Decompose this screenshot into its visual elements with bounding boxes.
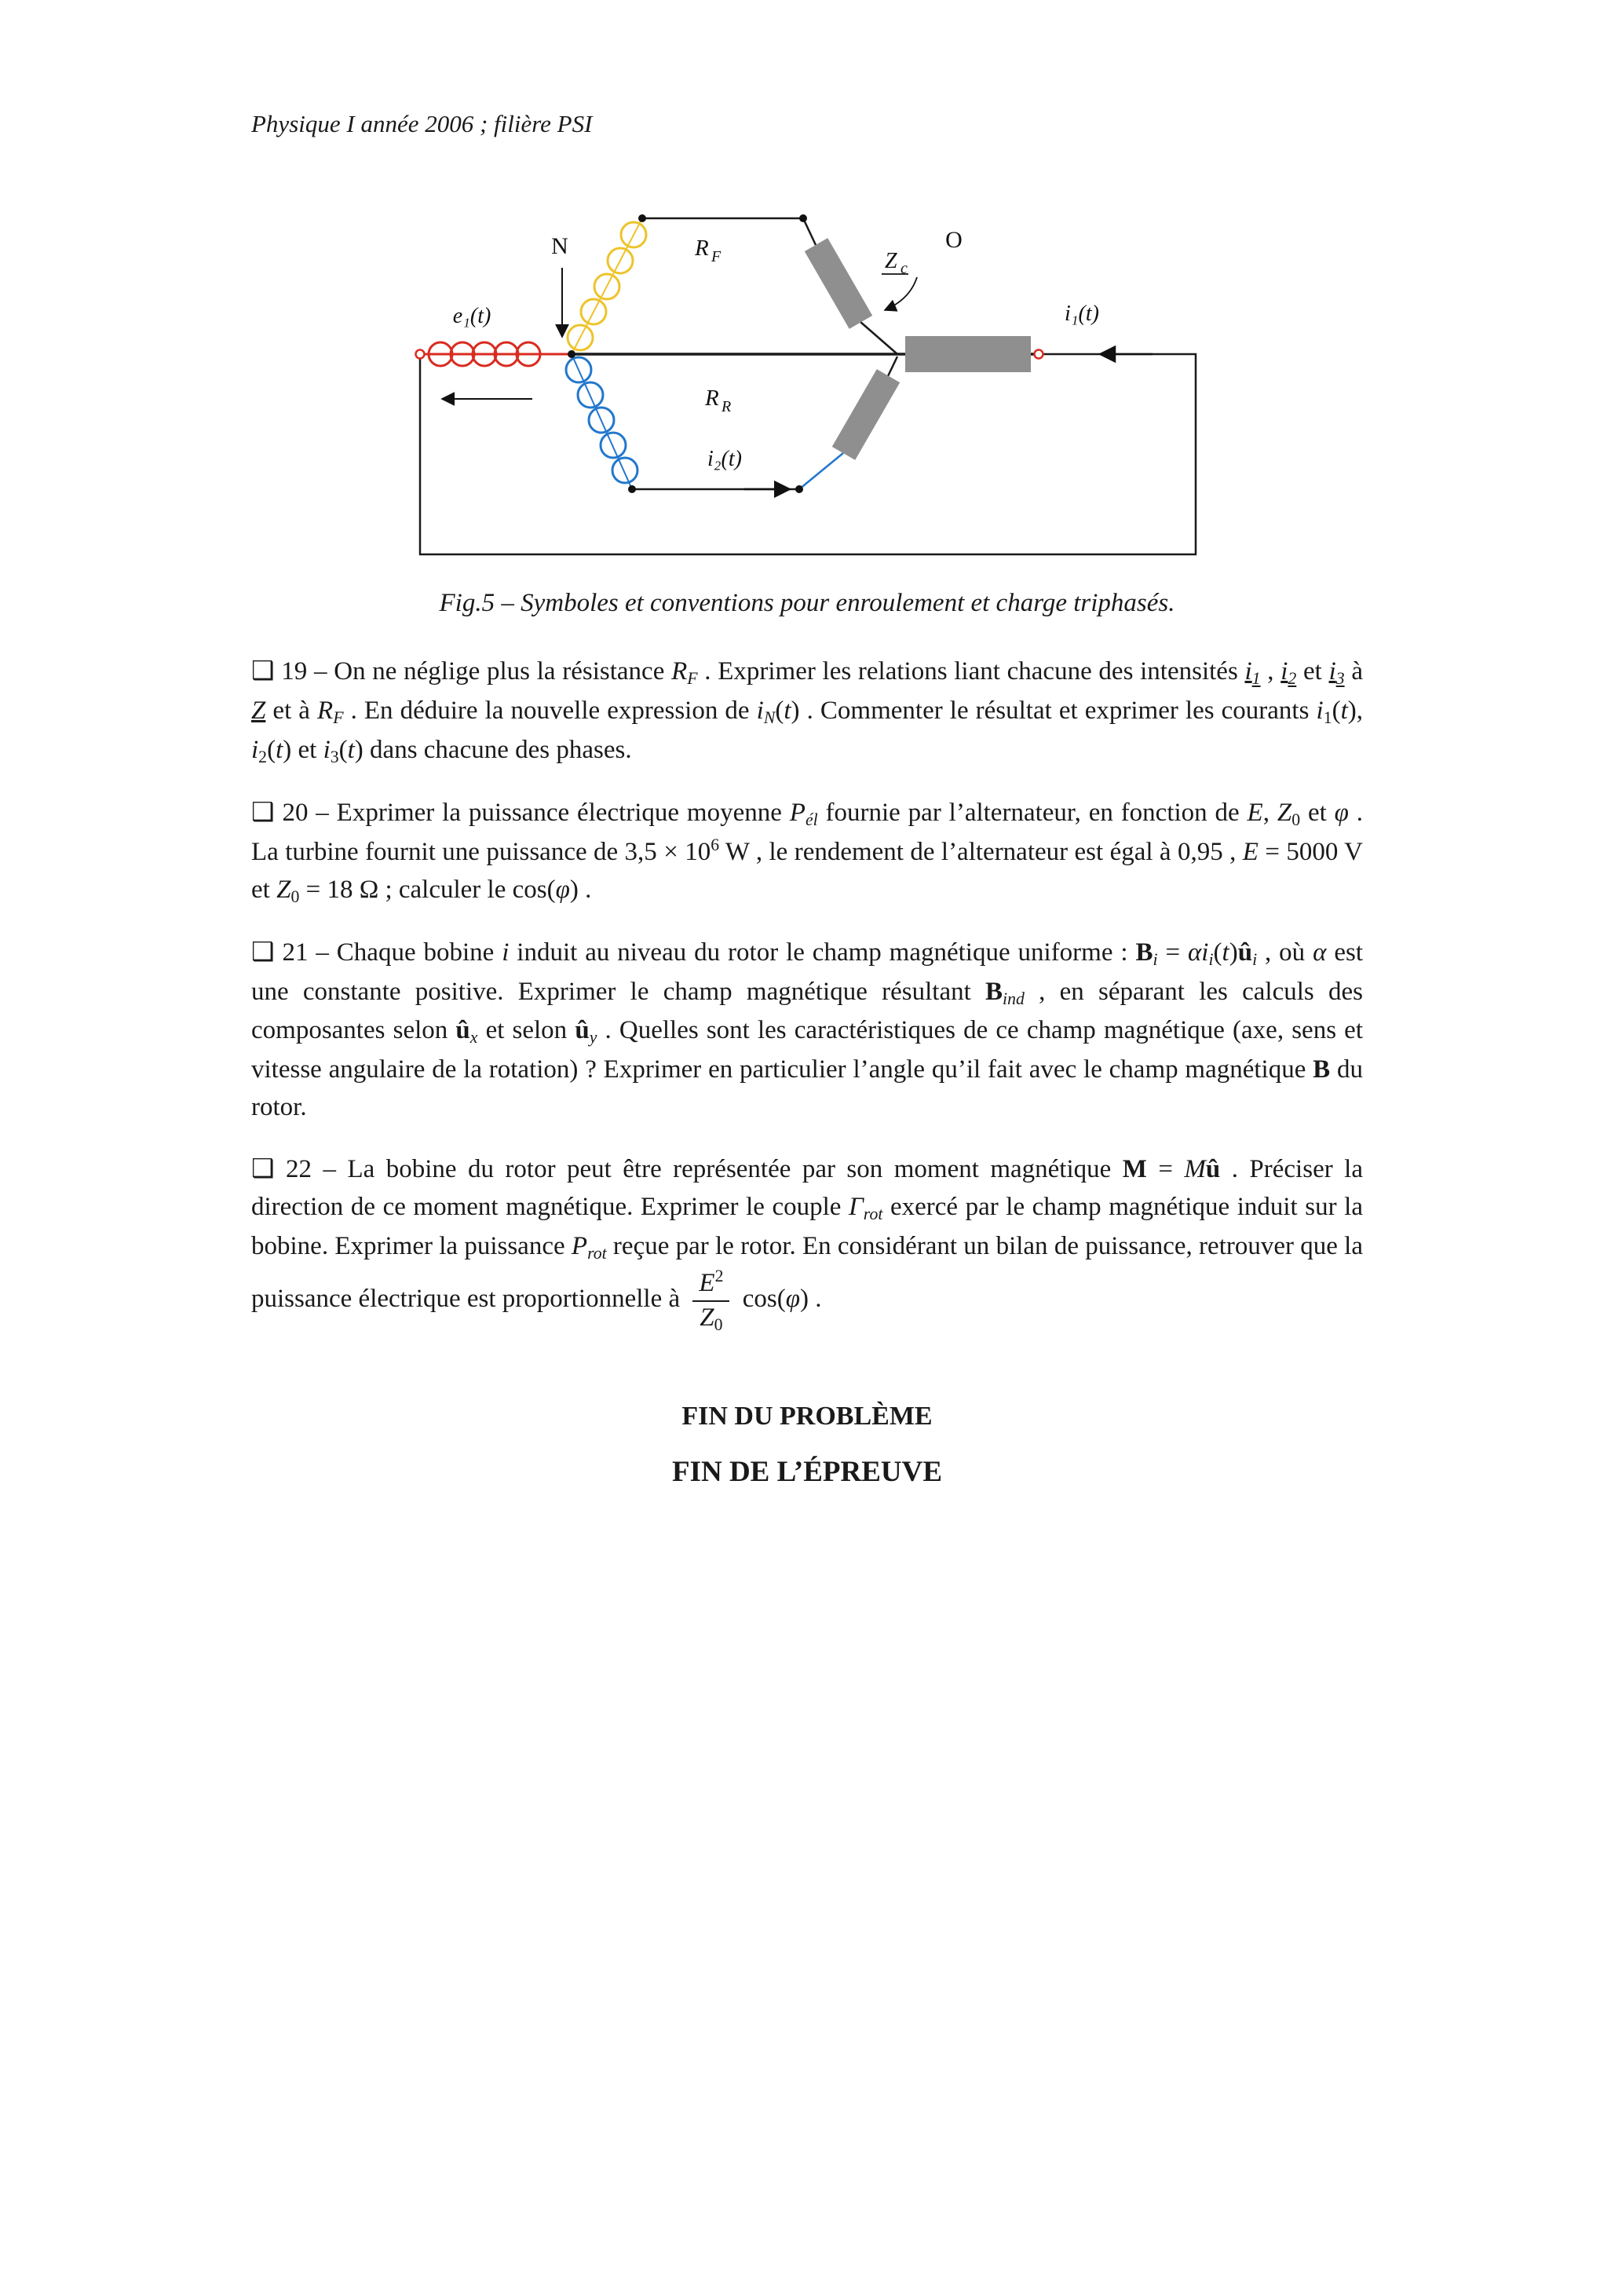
label-o: O: [945, 227, 963, 253]
figure-circuit: [251, 205, 1363, 578]
fin-du-probleme: FIN DU PROBLÈME: [681, 1401, 933, 1431]
impedance-lower: [832, 369, 900, 460]
question-21: ❑ 21 – Chaque bobine i induit au niveau du rotor le champ magnétique uniforme : Bi = αii(t)ûi , où α est une constante positive. Exprimer le champ magnétique résultant Bind , en séparant les calculs des composantes selon ûx et selon ûy . Quelles sont les caractéristiques de ce champ magnétique (axe, sens et vitesse angulaire de la rotation) ? Exprimer en particulier l’angle qu’il fait avec le champ magnétique B du rotor.: [251, 938, 1363, 1122]
label-n: N: [551, 233, 568, 259]
label-i1: i₁(t): [1065, 302, 1099, 326]
impedance-upper: [805, 238, 872, 329]
node-neutral: [568, 350, 575, 358]
label-rf-sub: F: [711, 248, 721, 265]
zc-pointer-arrow: [885, 277, 917, 310]
top-branch-wire: [642, 218, 816, 245]
upper-impedance-lead: [860, 322, 897, 354]
question-20: ❑ 20 – Exprimer la puissance électrique moyenne Pél fournie par l’alternateur, en fonction de E, Z0 et φ . La turbine fournit une puissance de $3,5 \times 10^6$ W , le rendement de l’alternateur est égal à 0,95 , E = 5000 V et Z0 = 18 Ω ; calculer le cos(φ) .: [251, 798, 1364, 906]
impedance-main: [905, 336, 1031, 372]
label-zc-base: Z: [885, 249, 897, 273]
question-22: ❑ 22 – La bobine du rotor peut être représentée par son moment magnétique M = Mû . Préciser la direction de ce moment magnétique. Exprimer le couple Γrot exercé par le champ magnétique induit sur la bobine. Exprimer la puissance Prot reçue par le rotor. En considérant un bilan de puissance, retrouver que la puissance électrique est proportionnelle à $\frac{E^2}{Z0}$ cos(φ) .: [251, 1154, 1363, 1334]
circuit-diagram: [411, 205, 1204, 574]
label-zc-sub: c: [901, 260, 908, 277]
label-e1: e₁(t): [452, 304, 491, 328]
label-rf-base: R: [695, 236, 709, 261]
node-top-right: [799, 214, 807, 222]
lower-impedance-lead: [888, 356, 897, 376]
impedance-group: [805, 238, 1031, 460]
question-19: ❑ 19 – On ne néglige plus la résistance RF . Exprimer les relations liant chacune des intensités i1 , i2 et i3 à Z et à RF . En déduire la nouvelle expression de iN(t) . Commenter le résultat et exprimer les courants i1(t), i2(t) et i3(t) dans chacune des phases.: [251, 657, 1363, 766]
label-rr-base: R: [705, 386, 719, 411]
fin-de-lepreuve: FIN DE L’ÉPREUVE: [671, 1455, 943, 1488]
node-bottom-right: [795, 485, 803, 493]
label-i2: i₂(t): [707, 447, 742, 471]
outer-loop-wire: [420, 354, 1196, 554]
figure-caption: Fig.5 – Symboles et conventions pour enroulement et charge triphasés.: [439, 589, 1175, 617]
terminal-left: [416, 350, 425, 359]
label-rr-sub: R: [721, 398, 732, 415]
node-top-left: [638, 214, 646, 222]
page-header: Physique I année 2006 ; filière PSI: [251, 110, 593, 137]
yellow-coil-lead: [572, 218, 642, 354]
terminal-right: [1035, 350, 1043, 359]
node-bottom-left: [628, 485, 636, 493]
blue-coil-lead: [572, 354, 632, 489]
bottom-blue-lead: [799, 453, 843, 489]
